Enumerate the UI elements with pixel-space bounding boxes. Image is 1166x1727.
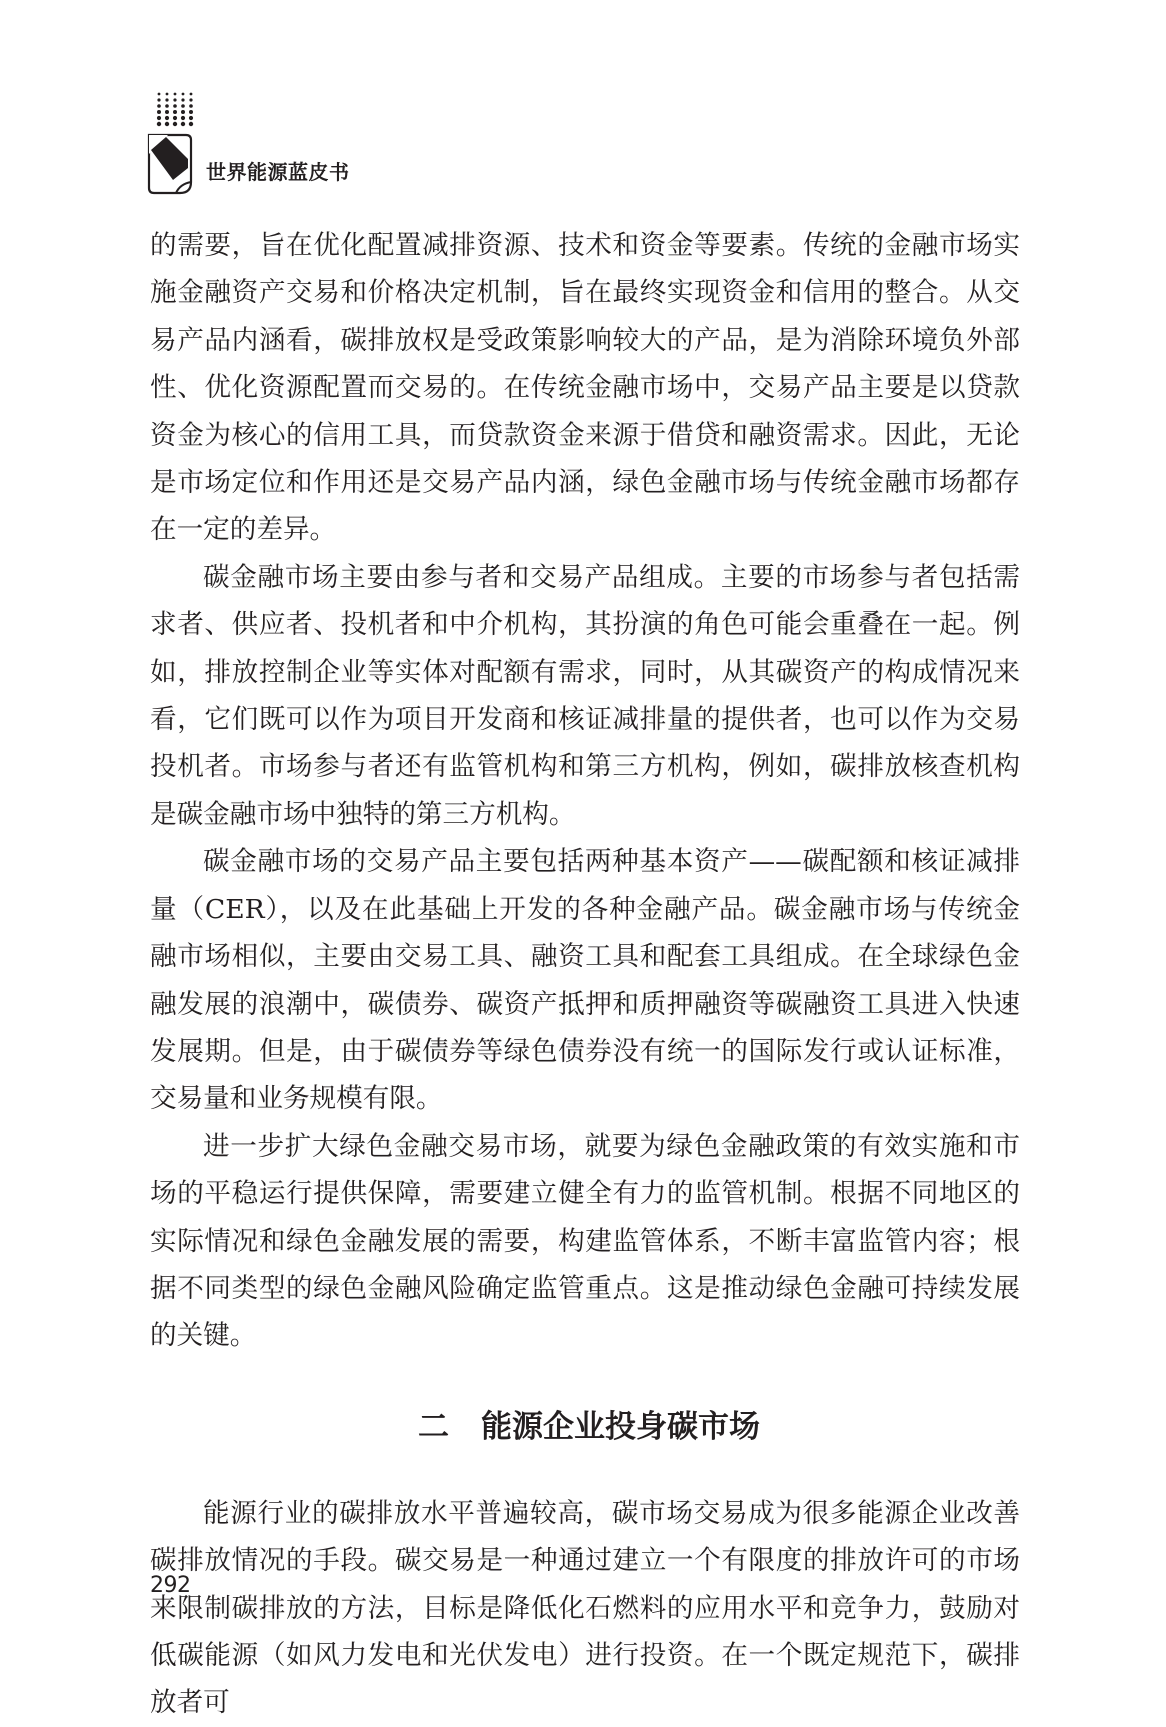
section-heading [150,1402,1020,1452]
paragraph: 碳金融市场主要由参与者和交易产品组成。主要的市场参与者包括需求者、供应者、投机者和中介机构，其扮演的角色可能会重叠在一起。例如，排放控制企业等实体对配额有需求，同时，从其碳资产的构成情况来看，它们既可以作为项目开发商和核证减排量的提供者，也可以作为交易投机者。市场参与者还有监管机构和第三方机构，例如，碳排放核查机构是碳金融市场中独特的第三方机构。 [150,561,1020,830]
paragraph: 碳金融市场的交易产品主要包括两种基本资产——碳配额和核证减排量（CER），以及在此基础上开发的各种金融产品。碳金融市场与传统金融市场相似，主要由交易工具、融资工具和配套工具组成。在全球绿色金融发展的浪潮中，碳债券、碳资产抵押和质押融资等碳融资工具进入快速发展期。但是，由于碳债券等绿色债券没有统一的国际发行或认证标准，交易量和业务规模有限。 [150,846,1020,1115]
paragraph: 进一步扩大绿色金融交易市场，就要为绿色金融政策的有效实施和市场的平稳运行提供保障，需要建立健全有力的监管机制。根据不同地区的实际情况和绿色金融发展的需要，构建监管体系，不断丰富监管内容；根据不同类型的绿色金融风险确定监管重点。这是推动绿色金融可持续发展的关键。 [150,1130,1020,1352]
page-number: 292 [150,1573,191,1598]
paragraph: 的需要，旨在优化配置减排资源、技术和资金等要素。传统的金融市场实施金融资产交易和价格决定机制，旨在最终实现资金和信用的整合。从交易产品内涵看，碳排放权是受政策影响较大的产品，是为消除环境负外部性、优化资源配置而交易的。在传统金融市场中，交易产品主要是以贷款资金为核心的信用工具，而贷款资金来源于借贷和融资需求。因此，无论是市场定位和作用还是交易产品内涵，绿色金融市场与传统金融市场都存在一定的差异。 [150,230,1020,546]
series-title: 世界能源蓝皮书 [206,160,350,184]
dot-grid-icon [156,92,196,130]
body-text [150,222,1020,1727]
book-corner-icon [146,132,194,196]
paragraph: 能源行业的碳排放水平普遍较高，碳市场交易成为很多能源企业改善碳排放情况的手段。碳交易是一种通过建立一个有限度的排放许可的市场来限制碳排放的方法，目标是降低化石燃料的应用水平和竞争力，鼓励对低碳能源（如风力发电和光伏发电）进行投资。在一个既定规范下，碳排放者可 [150,1497,1020,1719]
running-header [146,92,446,196]
section-title: 能源企业投身碳市场 [481,1408,760,1445]
section-number: 二 [418,1408,449,1445]
